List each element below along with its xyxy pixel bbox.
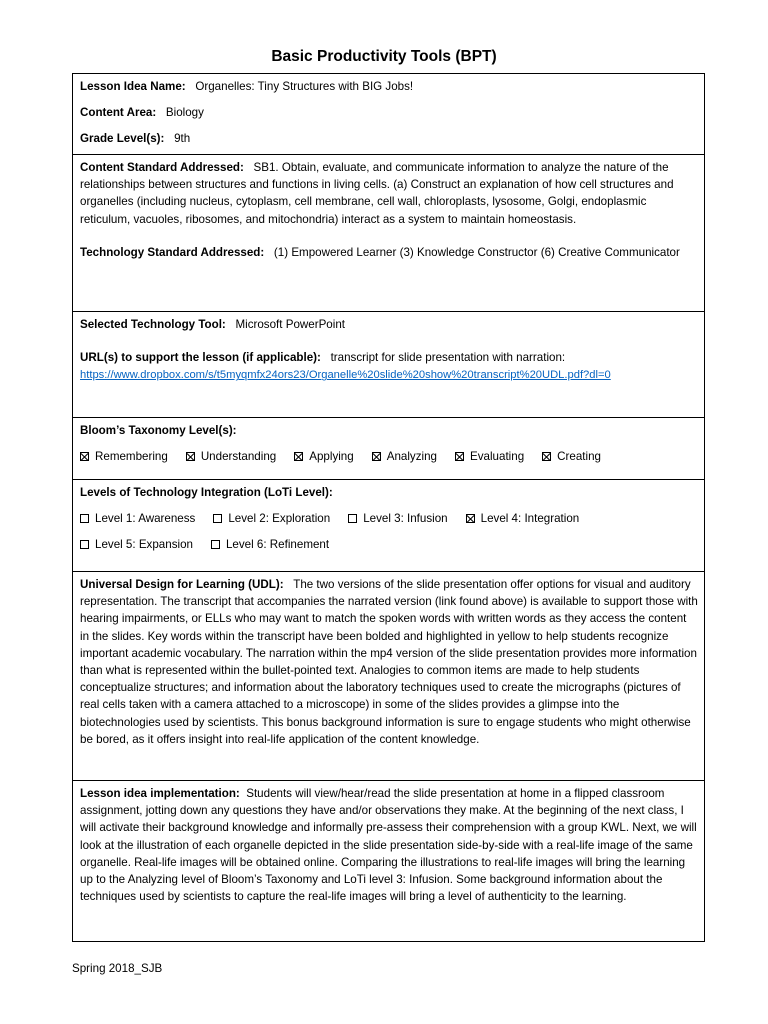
loti-row-2 [80,536,698,553]
unchecked-box-icon [213,514,222,523]
blooms-remembering-checkbox[interactable]: Remembering [80,448,168,465]
udl-label: Universal Design for Learning (UDL): [80,578,284,591]
tool-value: Microsoft PowerPoint [235,318,346,331]
loti-level-1-checkbox[interactable]: Level 1: Awareness [80,510,195,527]
grade-level-value: 9th [174,132,191,146]
url-label: URL(s) to support the lesson (if applicable): [80,351,321,365]
checked-box-icon [466,514,475,523]
checked-box-icon [186,452,195,461]
tool-label: Selected Technology Tool: [80,318,226,331]
content-standard-label: Content Standard Addressed: [80,161,244,174]
loti-level-2-checkbox[interactable]: Level 2: Exploration [213,510,330,527]
blooms-cell [73,418,704,480]
lesson-idea-label: Lesson Idea Name: [80,80,186,93]
tool-cell [73,312,704,418]
content-area-label: Content Area: [80,106,157,120]
bpt-table [72,73,705,942]
transcript-link[interactable]: https://www.dropbox.com/s/t5myqmfx24ors23/Organelle%20slide%20show%20transcript%20UDL.pdf?dl=0 [80,369,611,382]
blooms-checkbox-row [80,448,698,465]
content-area-value: Biology [165,106,204,120]
loti-row-1 [80,510,698,527]
unchecked-box-icon [80,514,89,523]
implementation-label: Lesson idea implementation: [80,787,240,800]
blooms-evaluating-checkbox[interactable]: Evaluating [455,448,524,465]
checked-box-icon [455,452,464,461]
blooms-creating-checkbox[interactable]: Creating [542,448,601,465]
content-standard-value: SB1. Obtain, evaluate, and communicate information to analyze the nature of the relationships between structures and functions in living cells. (a) Construct an explanation of how cell structures and organelles (including nucleus, cytoplasm, cell membrane, cell wall, chloroplasts, lysosome, Golgi, endoplasmic reticulum, vacuoles, ribosomes, and mitochondria) interact as a system to maintain homeostasis. [80,161,674,226]
lesson-idea-value: Organelles: Tiny Structures with BIG Jobs! [195,80,414,93]
url-description: transcript for slide presentation with narration: [330,351,566,365]
checked-box-icon [294,452,303,461]
tech-standard-label: Technology Standard Addressed: [80,245,265,259]
page-footer: Spring 2018_SJB [72,962,163,975]
document-title: Basic Productivity Tools (BPT) [271,48,497,65]
lesson-info-cell [73,74,704,155]
udl-cell [73,572,704,781]
implementation-value: Students will view/hear/read the slide presentation at home in a flipped classroom assignment, jotting down any questions they have and/or observations they make. At the beginning of the next class, I will activate their background knowledge and informally pre-assess their comprehension with a group KWL. Next, we will look at the illustration of each organelle depicted in the slide presentation side-by-side with a real-life image of the same organelle. Real-life images will be obtained online. Comparing the illustrations to real-life images will bring the learning up to the Analyzing level of Bloom’s Taxonomy and LoTi level 3: Infusion. Some background information about the techniques used by scientists to capture the real-life images will bring a level of authenticity to the learning. [80,787,697,904]
blooms-analyzing-checkbox[interactable]: Analyzing [372,448,437,465]
loti-level-6-checkbox[interactable]: Level 6: Refinement [211,536,329,553]
blooms-applying-checkbox[interactable]: Applying [294,448,353,465]
checked-box-icon [542,452,551,461]
unchecked-box-icon [348,514,357,523]
loti-level-3-checkbox[interactable]: Level 3: Infusion [348,510,447,527]
blooms-understanding-checkbox[interactable]: Understanding [186,448,276,465]
standards-cell [73,155,704,312]
implementation-cell [73,781,704,942]
udl-value: The two versions of the slide presentation offer options for visual and auditory representation. The transcript that accompanies the narrated version (link found above) is available to support those with hearing impairments, or ELLs who may want to match the spoken words with written words as they access the content in the slides. Key words within the transcript have been bolded and highlighted in yellow to help students recognize important academic vocabulary. The narration within the mp4 version of the slide presentation provides more information than what is represented within the bullet-pointed text. Analogies to common items are made to help students conceptualize structures; and information about the laboratory techniques used to create the micrographs (pictures of real cells taken with a camera attached to a microscope) in some of the slides provides a glimpse into the biotechnologies used by scientists. This bonus background information is sure to engage students who might otherwise be bored, as it offers insight into real-life application of the content knowledge. [80,578,698,746]
unchecked-box-icon [80,540,89,549]
checked-box-icon [80,452,89,461]
loti-level-5-checkbox[interactable]: Level 5: Expansion [80,536,193,553]
blooms-label: Bloom’s Taxonomy Level(s): [80,424,237,437]
loti-label: Levels of Technology Integration (LoTi Level): [80,486,333,499]
loti-cell [73,480,704,572]
checked-box-icon [372,452,381,461]
loti-level-4-checkbox[interactable]: Level 4: Integration [466,510,580,527]
unchecked-box-icon [211,540,220,549]
tech-standard-value: (1) Empowered Learner (3) Knowledge Constructor (6) Creative Communicator [273,245,680,259]
grade-level-label: Grade Level(s): [80,132,165,146]
